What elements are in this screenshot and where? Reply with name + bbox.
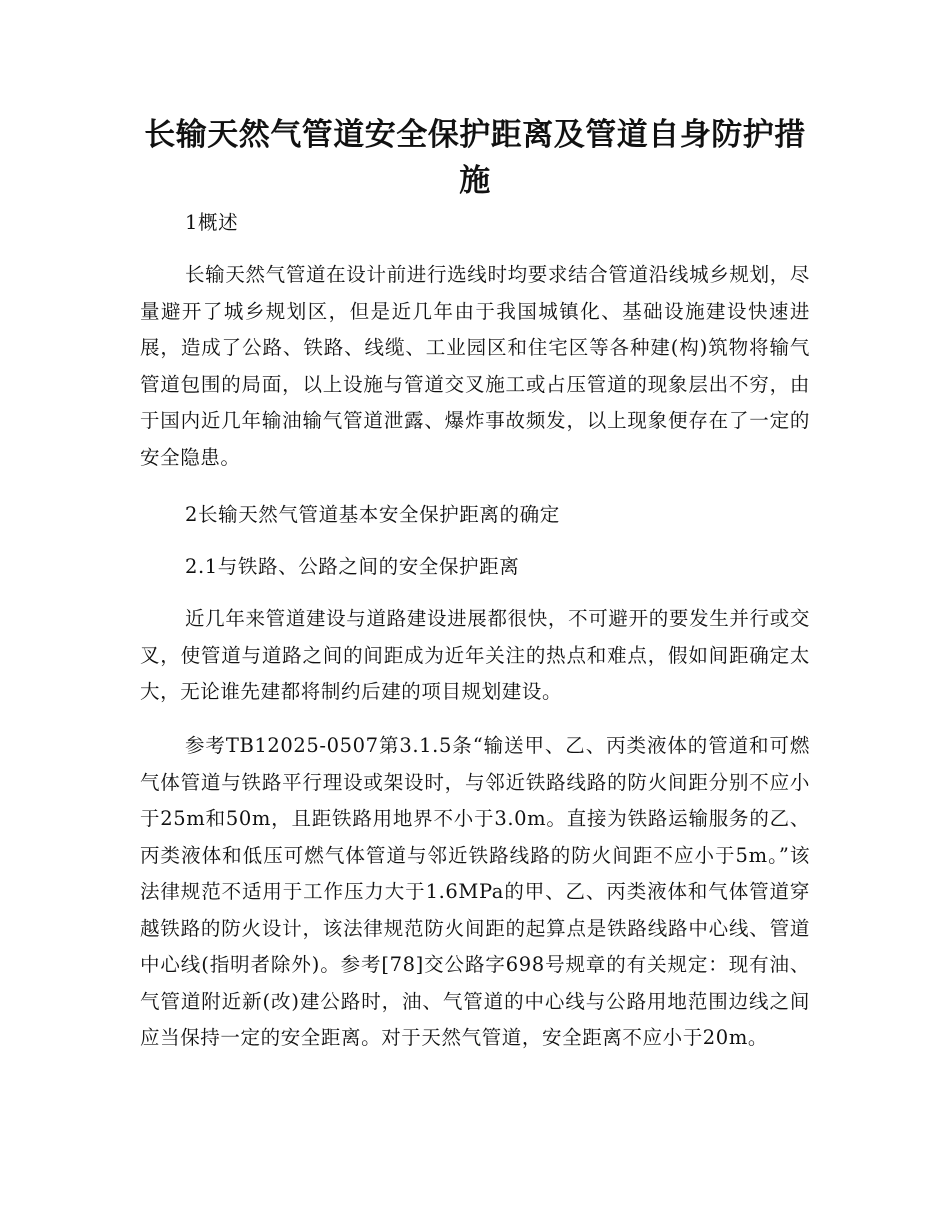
paragraph-regulations: 参考TB12025-0507第3.1.5条“输送甲、乙、丙类液体的管道和可燃气体管道与铁路平行理设或架设时，与邻近铁路线路的防火间距分别不应小于25m和50m，且距铁路用地界不小于3.0m。直接为铁路运输服务的乙、丙类液体和低压可燃气体管道与邻近铁路线路的防火间距不应小于5m。”该法律规范不适用于工作压力大于1.6MPa的甲、乙、丙类液体和气体管道穿越铁路的防火设计，该法律规范防火间距的起算点是铁路线路中心线、管道中心线(指明者除外)。参考[78]交公路字698号规章的有关规定：现有油、气管道附近新(改)建公路时，油、气管道的中心线与公路用地范围边线之间应当保持一定的安全距离。对于天然气管道，安全距离不应小于20m。 xyxy=(140,734,810,1049)
section-2-1-heading: 2.1与铁路、公路之间的安全保护距离 xyxy=(185,555,520,578)
paragraph-road-rail: 近几年来管道建设与道路建设进展都很快，不可避开的要发生并行或交叉，使管道与道路之间的间距成为近年关注的热点和难点，假如间距确定太大，无论谁先建都将制约后建的项目规划建设。 xyxy=(140,607,810,703)
paragraph-overview: 长输天然气管道在设计前进行选线时均要求结合管道沿线城乡规划，尽量避开了城乡规划区，但是近几年由于我国城镇化、基础设施建设快速进展，造成了公路、铁路、线缆、工业园区和住宅区等各种建(构)筑物将输气管道包围的局面，以上设施与管道交叉施工或占压管道的现象层出不穷，由于国内近几年输油输气管道泄露、爆炸事故频发，以上现象便存在了一定的安全隐患。 xyxy=(140,263,810,469)
section-1-heading: 1概述 xyxy=(185,211,239,234)
document-title: 长输天然气管道安全保护距离及管道自身防护措施 xyxy=(144,117,806,199)
section-2-heading: 2长输天然气管道基本安全保护距离的确定 xyxy=(185,503,560,526)
